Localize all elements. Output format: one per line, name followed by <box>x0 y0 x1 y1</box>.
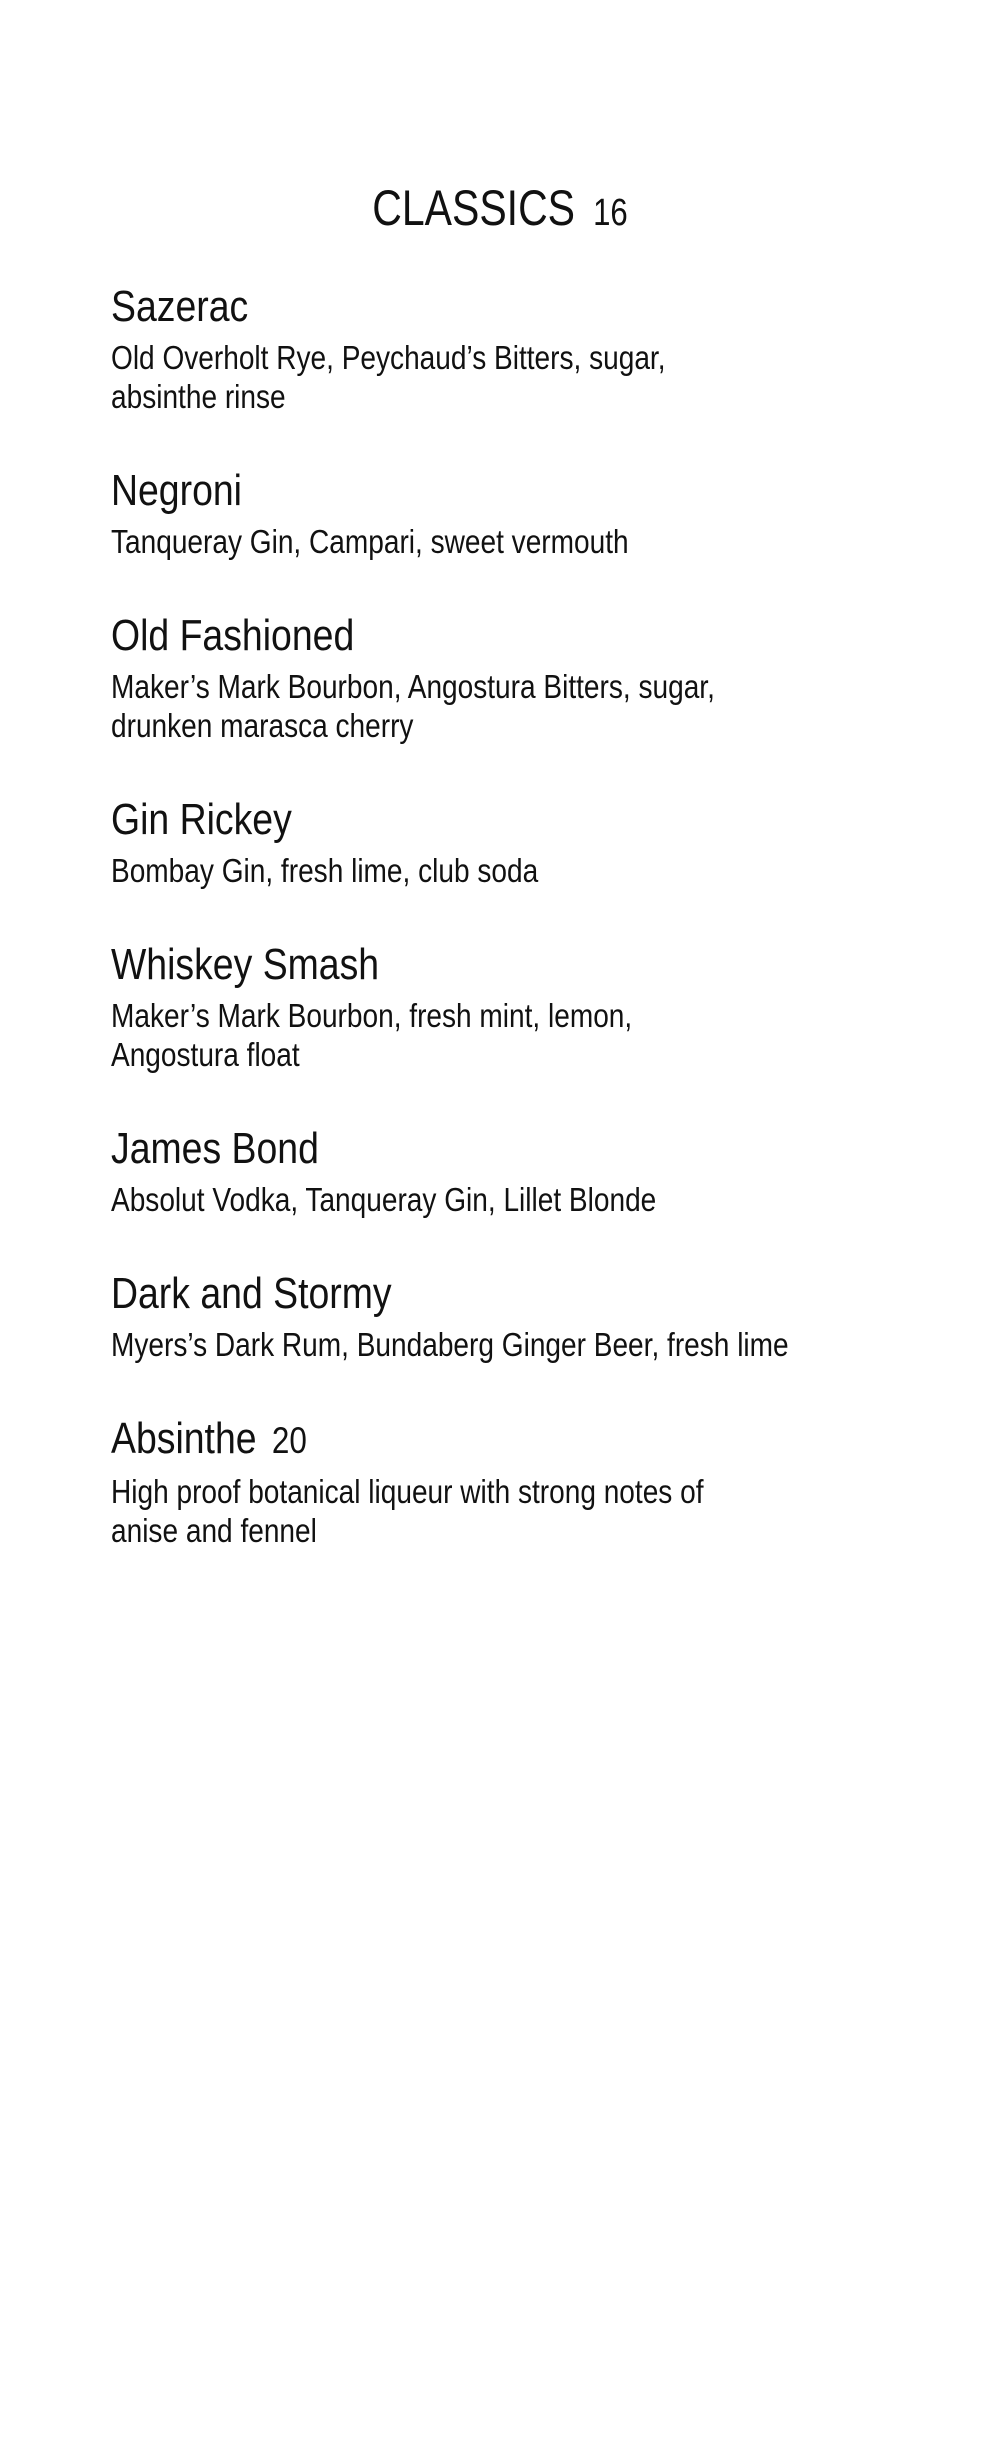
menu-item <box>111 280 757 416</box>
item-description-line: Old Overholt Rye, Peychaud’s Bitters, sugar, <box>111 339 666 376</box>
item-description <box>111 667 757 745</box>
menu-item <box>111 1267 789 1364</box>
item-description-line: drunken marasca cherry <box>111 707 414 744</box>
item-description-line: Angostura float <box>111 1036 300 1073</box>
item-description <box>111 1325 789 1364</box>
item-name: James Bond <box>111 1124 319 1173</box>
item-description <box>111 338 757 416</box>
section-price: 16 <box>593 192 628 234</box>
item-description-line: Tanqueray Gin, Campari, sweet vermouth <box>111 523 629 560</box>
section-header <box>90 178 910 243</box>
item-name-row <box>111 793 757 847</box>
item-description <box>111 1180 757 1219</box>
item-name-row <box>111 464 757 518</box>
item-description <box>111 522 757 561</box>
item-name: Absinthe <box>111 1414 257 1463</box>
item-description-line: absinthe rinse <box>111 378 286 415</box>
item-name: Gin Rickey <box>111 795 292 844</box>
item-description <box>111 851 757 890</box>
item-description-line: Maker’s Mark Bourbon, fresh mint, lemon, <box>111 997 633 1034</box>
item-name-row <box>111 1122 757 1176</box>
menu-item <box>111 1122 757 1219</box>
item-description-line: anise and fennel <box>111 1512 317 1549</box>
item-description-line: Maker’s Mark Bourbon, Angostura Bitters, sugar, <box>111 668 715 705</box>
menu-item <box>111 464 757 561</box>
item-description <box>111 996 757 1074</box>
item-description <box>111 1472 757 1550</box>
item-name: Sazerac <box>111 282 249 331</box>
section-title: CLASSICS <box>372 180 576 236</box>
item-name-row <box>111 1412 757 1468</box>
item-description-line: Myers’s Dark Rum, Bundaberg Ginger Beer, fresh lime <box>111 1326 789 1363</box>
item-name-row <box>111 1267 757 1321</box>
menu-items-list <box>111 280 789 1598</box>
item-name: Whiskey Smash <box>111 940 380 989</box>
item-price: 20 <box>271 1420 307 1461</box>
item-name: Old Fashioned <box>111 611 355 660</box>
item-name-row <box>111 280 757 334</box>
item-description-line: High proof botanical liqueur with strong notes of <box>111 1473 704 1510</box>
item-name-row <box>111 938 757 992</box>
menu-item <box>111 609 757 745</box>
menu-item <box>111 1412 757 1550</box>
item-name: Negroni <box>111 466 242 515</box>
item-description-line: Bombay Gin, fresh lime, club soda <box>111 852 539 889</box>
item-name-row <box>111 609 757 663</box>
item-description-line: Absolut Vodka, Tanqueray Gin, Lillet Blonde <box>111 1181 657 1218</box>
menu-item <box>111 793 757 890</box>
item-name: Dark and Stormy <box>111 1269 392 1318</box>
menu-item <box>111 938 757 1074</box>
